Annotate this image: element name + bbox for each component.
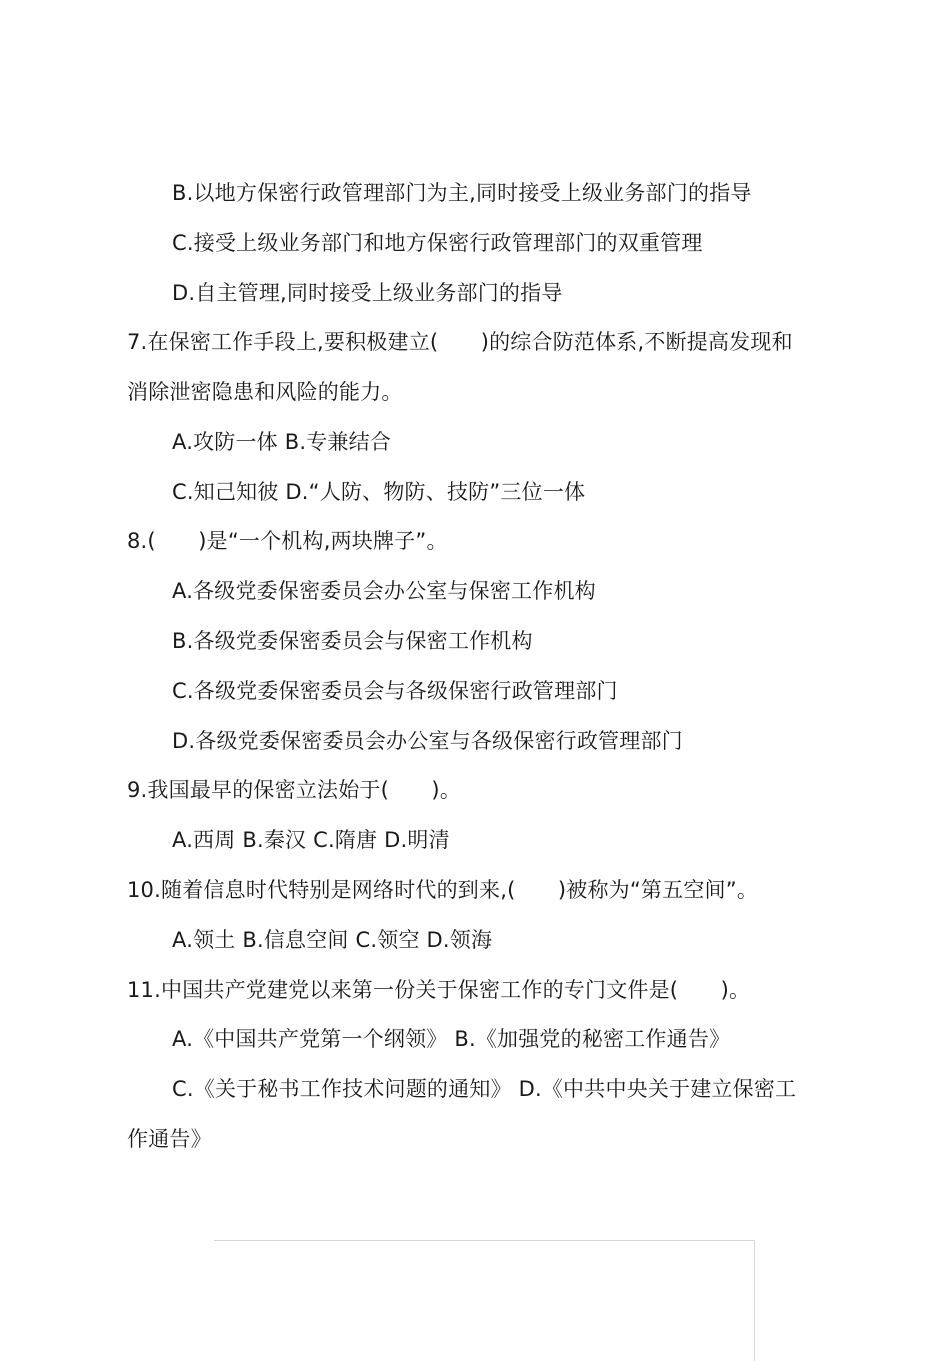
- question-6-option-c: C.接受上级业务部门和地方保密行政管理部门的双重管理: [172, 231, 703, 255]
- question-7-options-ab: A.攻防一体 B.专兼结合: [172, 430, 392, 454]
- question-7-text: 7.在保密工作手段上,要积极建立( )的综合防范体系,不断提高发现和: [127, 330, 793, 354]
- question-11-text: 11.中国共产党建党以来第一份关于保密工作的专门文件是( )。: [127, 978, 751, 1002]
- question-6-option-d: D.自主管理,同时接受上级业务部门的指导: [172, 281, 563, 305]
- question-6-option-b: B.以地方保密行政管理部门为主,同时接受上级业务部门的指导: [172, 181, 752, 205]
- question-8-option-b: B.各级党委保密委员会与保密工作机构: [172, 629, 533, 653]
- question-8-option-c: C.各级党委保密委员会与各级保密行政管理部门: [172, 679, 618, 703]
- question-10-text: 10.随着信息时代特别是网络时代的到来,( )被称为“第五空间”。: [127, 878, 759, 902]
- question-9-options: A.西周 B.秦汉 C.隋唐 D.明清: [172, 828, 450, 852]
- question-8-text: 8.( )是“一个机构,两块牌子”。: [127, 529, 448, 553]
- question-11-options-ab: A.《中国共产党第一个纲领》 B.《加强党的秘密工作通告》: [172, 1027, 731, 1051]
- question-11-option-d-continued: 作通告》: [127, 1127, 212, 1151]
- question-10-options: A.领土 B.信息空间 C.领空 D.领海: [172, 928, 493, 952]
- question-8-option-a: A.各级党委保密委员会办公室与保密工作机构: [172, 579, 596, 603]
- question-11-options-cd: C.《关于秘书工作技术问题的通知》 D.《中共中央关于建立保密工: [172, 1077, 797, 1101]
- question-8-option-d: D.各级党委保密委员会办公室与各级保密行政管理部门: [172, 729, 683, 753]
- page-footer-frame: [214, 1240, 755, 1361]
- question-9-text: 9.我国最早的保密立法始于( )。: [127, 778, 462, 802]
- question-7-text-continued: 消除泄密隐患和风险的能力。: [127, 380, 403, 404]
- question-7-options-cd: C.知己知彼 D.“人防、物防、技防”三位一体: [172, 480, 586, 504]
